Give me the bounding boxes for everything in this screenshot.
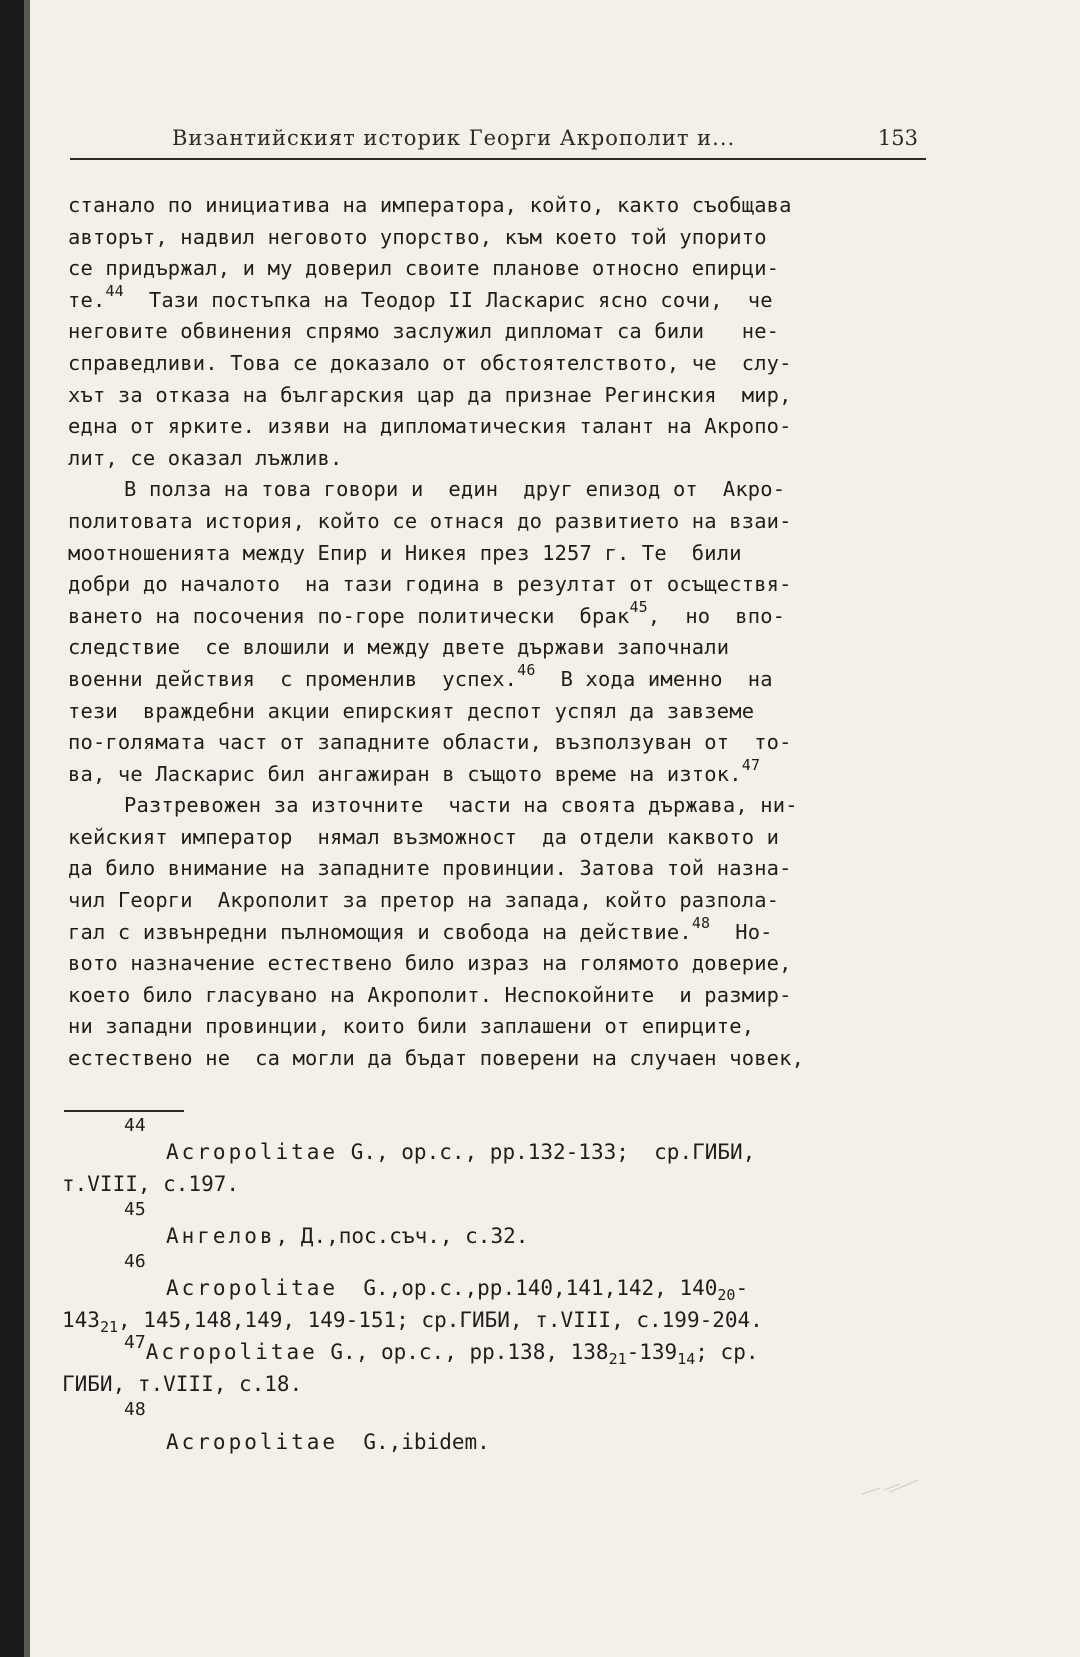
- footnote-text: т.VIII, с.197.: [62, 1172, 240, 1196]
- footnotes: [62, 1116, 932, 1458]
- text-run: , но впо-: [647, 603, 786, 628]
- text-line: [68, 1011, 928, 1043]
- text-run: по-голямата част от западните области, възползуван от то-: [68, 730, 792, 755]
- text-line: [68, 411, 928, 443]
- footnote-number: 47: [124, 1332, 146, 1353]
- footnote-text: G., op.c., pp.132-133; ср.ГИБИ,: [338, 1140, 756, 1164]
- text-line: [68, 1043, 928, 1075]
- subscript: 21: [608, 1350, 627, 1368]
- footnote-46: [62, 1252, 932, 1336]
- text-run: авторът, надвил неговото упорство, към което той упорито: [68, 224, 767, 249]
- text-run: гал с извънредни пълномощия и свобода на действие.: [68, 919, 692, 944]
- footnote-text: ; ср.: [695, 1340, 759, 1364]
- text-line: [68, 790, 928, 822]
- text-run: ването на посочения по-горе политически брак: [68, 603, 630, 628]
- text-run: кейският император нямал възможност да отдели каквото и: [68, 824, 780, 849]
- text-line: [68, 569, 928, 601]
- footnote-number: 45: [124, 1199, 146, 1220]
- text-run: политовата история, който се отнася до развитието на взаи-: [68, 508, 792, 533]
- footnote-47: [62, 1332, 932, 1400]
- running-title: Византийският историк Георги Акрополит и...: [172, 126, 736, 150]
- footnote-number: 44: [124, 1115, 146, 1136]
- footnote-text: G.,op.c.,pp.140,141,142, 140: [338, 1276, 718, 1300]
- text-line: [68, 755, 928, 791]
- subscript: 21: [99, 1318, 118, 1336]
- text-run: ни западни провинции, които били заплашени от епирците,: [68, 1014, 755, 1039]
- text-run: да било внимание на западните провинции. Затова той назна-: [68, 856, 792, 881]
- text-run: Тази постъпка на Теодор II Ласкарис ясно сочи, че: [123, 287, 773, 312]
- running-header: [70, 126, 926, 160]
- text-run: лит, се оказал лъжлив.: [68, 445, 343, 470]
- text-run: чил Георги Акрополит за претор на запада, който разпола-: [68, 888, 780, 913]
- book-spine-shadow: [0, 0, 24, 1657]
- subscript: 20: [717, 1286, 736, 1304]
- page-number: 153: [877, 126, 918, 150]
- footnote-number: 46: [124, 1251, 146, 1272]
- text-line: [68, 660, 928, 696]
- footnote-number: 48: [124, 1399, 146, 1420]
- footnote-text: -139: [626, 1340, 678, 1364]
- text-line: [68, 913, 928, 949]
- footnote-ref: 47: [741, 755, 761, 774]
- text-run: тези враждебни акции епирският деспот успял да завземе: [68, 698, 755, 723]
- subscript: 14: [677, 1350, 696, 1368]
- text-run: хът за отказа на българския цар да признае Регинския мир,: [68, 382, 792, 407]
- footnote-ref: 45: [629, 597, 648, 616]
- footnote-ref: 46: [517, 660, 536, 679]
- text-run: естествено не са могли да бъдат поверени на случаен човек,: [68, 1046, 805, 1071]
- footnote-44: [62, 1116, 932, 1200]
- footnote-separator: [64, 1110, 184, 1112]
- text-line: [68, 380, 928, 412]
- text-run: което било гласувано на Акрополит. Неспокойните и размир-: [68, 982, 792, 1007]
- footnote-text: G.,ibidem.: [338, 1430, 490, 1454]
- text-run: те.: [68, 287, 106, 312]
- footnote-author: Acropolitae: [145, 1340, 318, 1364]
- main-text: [68, 190, 928, 1075]
- text-run: Но-: [710, 919, 773, 944]
- footnote-text: ГИБИ, т.VIII, с.18.: [62, 1372, 303, 1396]
- text-run: станало по инициатива на императора, който, както съобщава: [68, 193, 792, 217]
- footnote-45: [62, 1200, 932, 1252]
- text-line: [68, 885, 928, 917]
- footnote-ref: 48: [691, 913, 711, 932]
- text-run: следствие се влошили и между двете държави започнали: [68, 635, 730, 660]
- text-line: [68, 597, 928, 633]
- footnote-48: [62, 1400, 932, 1458]
- text-line: [68, 822, 928, 854]
- footnote-ref: 44: [105, 281, 124, 300]
- text-run: се придържал, и му доверил своите планове относно епирци-: [68, 256, 780, 281]
- text-run: вото назначение естествено било израз на голямото доверие,: [68, 951, 792, 976]
- text-line: [68, 696, 928, 728]
- footnote-text: G., op.c., pp.138, 138: [317, 1340, 609, 1364]
- text-line: [68, 853, 928, 885]
- footnote-text: -: [735, 1276, 749, 1300]
- text-line: [68, 316, 928, 348]
- footnote-author: Ангелов: [166, 1224, 276, 1248]
- text-run: добри до началото на тази година в резултат от осъществя-: [68, 572, 792, 597]
- footnote-text: 143: [62, 1308, 100, 1332]
- text-line: [68, 348, 928, 380]
- text-line: [68, 443, 928, 475]
- footnote-author: Acropolitae: [166, 1430, 339, 1454]
- text-run: В полза на това говори и един друг епизод от Акро-: [124, 477, 786, 502]
- text-run: ва, че Ласкарис бил ангажиран в същото време на изток.: [68, 761, 742, 786]
- text-line: [68, 222, 928, 254]
- text-line: [68, 632, 928, 664]
- text-run: Разтревожен за източните части на своята държава, ни-: [124, 793, 798, 818]
- paper-smudge-icon: [860, 1478, 920, 1498]
- text-line: [68, 281, 928, 317]
- footnote-text: , 145,148,149, 149-151; ср.ГИБИ, т.VIII, с.199-204.: [118, 1308, 763, 1332]
- text-run: В хода именно на: [535, 666, 773, 691]
- text-run: справедливи. Това се доказало от обстоятелството, че слу-: [68, 350, 792, 375]
- footnote-author: Acropolitae: [166, 1276, 339, 1300]
- text-line: [68, 506, 928, 538]
- text-line: [68, 727, 928, 759]
- text-run: моотношенията между Епир и Никея през 1257 г. Те били: [68, 540, 742, 565]
- text-line: [68, 190, 928, 222]
- text-line: [68, 948, 928, 980]
- text-run: една от ярките. изяви на дипломатическия талант на Акропо-: [68, 414, 792, 439]
- text-run: неговите обвинения спрямо заслужил дипломат са били не-: [68, 319, 780, 344]
- footnote-author: Acropolitae: [166, 1140, 339, 1164]
- text-line: [68, 474, 928, 506]
- text-line: [68, 253, 928, 285]
- text-line: [68, 980, 928, 1012]
- footnote-text: , Д.,пос.съч., с.32.: [275, 1224, 529, 1248]
- text-run: военни действия с променлив успех.: [68, 666, 518, 691]
- text-line: [68, 538, 928, 570]
